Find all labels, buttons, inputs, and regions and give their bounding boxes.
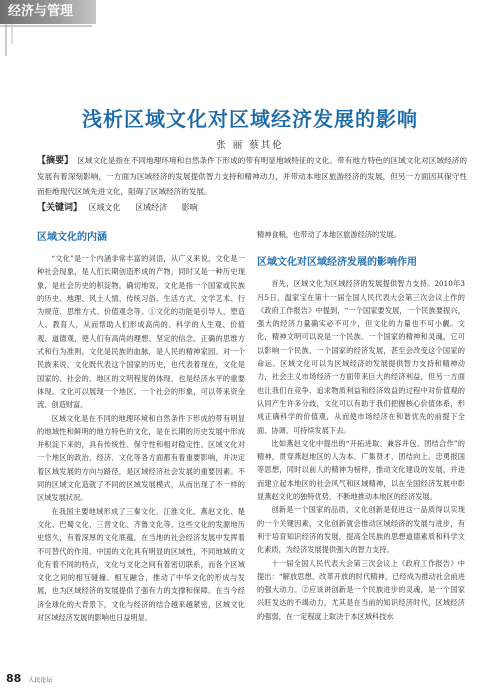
keyword: 区域文化 (88, 203, 121, 212)
keywords (37, 200, 210, 213)
section-heading: 区域文化的内涵 (37, 232, 107, 243)
keyword: 区域经济 (135, 203, 168, 212)
journal-name: 人民论坛 (28, 677, 53, 684)
page-number: 88 (6, 672, 22, 685)
section-tab (0, 0, 96, 24)
abstract-text: 区域文化是指在不同地理环境和自然条件下形成的带有明显地域特征的文化。带有地方特色的区域文化对区域经济的发展有着深刻影响，一方面为区域经济的发展提供智力支持和精神动力，并带动本地区旅游经济的发展，但另一方面因其保守性而拒绝现代区域先进文化，阻碍了区域经济的发展。 (37, 156, 467, 196)
article-authors: 张 丽 蔡其伦 (216, 140, 284, 151)
corner-decoration (0, 24, 120, 58)
body-paragraph: 比如燕赵文化中提出的“开拓进取、兼容并包、团结合作”的精神，贯穿燕赵地区的人为本、广集贤才、团结向上、忠勇报国等思想，同时以前人的精神为榜样，推动文化建设的发展，并进而建立起本地区的社会风气和区域精神，以在全国经济发展中彰显燕赵文化的独特优势，不断地推动本地区的经济发展。 (257, 438, 465, 502)
body-paragraph: 在我国主要地域形成了三秦文化、江淮文化、燕赵文化、楚文化、巴蜀文化、三晋文化、齐鲁文化等。这些文化的发源地历史悠久，有着深厚的文化底蕴，在当地的社会经济发展中发挥着不可替代的作用。中国的文化具有明显的区域性，不同地域的文化有着不同的特点，文化与文化之间有着密切联系，而各个区域文化之间的相互碰撞、相互融合，推动了中华文化的形成与发展，也为区域经济的发展提供了强有力的支撑和保障。在当今经济全球化的大背景下，文化与经济的结合越来越紧密，区域文化对区域经济发展的影响也日益明显。 (37, 506, 245, 623)
body-paragraph: 首先，区域文化为区域经济的发展提供智力支持。2010年3月5日，温家宝在第十一届全国人民代表大会第三次会议上作的《政府工作报告》中提到，“一个国家要发展，一个民族要振兴，强大的经济力量确实必不可少，但文化的力量也不可小觑。文化，精神文明可以说是一个民族、一个国家的精神和灵魂，它可以影响一个民族、一个国家的经济发展，甚至会改变这个国家的命运。区域文化可以为区域经济的发展提供智力支持和精神动力，社会主义市场经济一方面带来巨大的经济利益，但另一方面也让我们在竞争、追求物质利益和经济效益的过程中对价值观的认同产生许多分歧，文化可以有助于我们把握核心价值体系，形成正确科学的价值观，从而使市场经济在和谐优先的前提下全面、协调、可持续发展下去。 (257, 279, 465, 435)
abstract (37, 153, 467, 199)
body-paragraph: 十一届全国人民代表大会第三次会议上《政府工作报告》中提出：“解放思想、改革开放的时代精神，已经成为推动社会前进的强大动力。②应该讲创新是一个民族进步的灵魂，是一个国家兴旺发达的不竭动力，尤其是在当前的知识经济时代，区域经济的强弱，在一定程度上取决于本区域科技水 (257, 558, 465, 621)
body-paragraph: “文化”是一个内涵非常丰富的词语，从广义来说，文化是一种社会现象，是人们长期创造形成的产物，同时又是一种历史现象，是社会历史的积淀物。确切地说，文化是指一个国家或民族的历史、地理、风土人情、传统习俗、生活方式、文学艺术、行为规范、思维方式、价值观念等。①文化的功能是引导人、塑造人、教育人，从而帮助人们形成高尚的、科学的人生观、价值观、道德观，使人们有高尚的理想、坚定的信念、正确的思维方式和行为准则。文化是民族的血脉，是人民的精神家园。对一个民族来说，文化既代表这个国家的历史，也代表着现在，文化是国家的、社会的、地区的文明程度的体现，也是经济水平的重要体现。文化可以展现一个地区、一个社会的形象，可以带来资金流、创造财富。 (37, 254, 245, 410)
body-paragraph: 创新是一个国家的品质，文化创新是促进这一品质得以实现的一个关键因素，文化创新就会推动区域经济的发展与进步，有利于培育知识经济的发展，提高全民族的思想道德素质和科学文化素质，为经济发展提供强大的智力支持。 (257, 505, 465, 555)
keyword: 影响 (181, 203, 198, 212)
right-column (257, 228, 465, 623)
section-label: 经济与管理 (8, 4, 74, 19)
continued-paragraph: 精神食粮，也带动了本地区旅游经济的发展。 (257, 230, 401, 239)
keywords-label: 【关键词】 (37, 203, 83, 213)
left-column (37, 228, 245, 624)
abstract-label: 【摘要】 (37, 156, 74, 166)
article-title: 浅析区域文化对区域经济发展的影响 (82, 107, 418, 131)
section-heading: 区域文化对区域经济发展的影响作用 (257, 257, 417, 269)
page-footer (6, 667, 52, 686)
body-paragraph: 区域文化是在不同的地理环境和自然条件下形成的带有明显的地域性和鲜明的地方特色的文化，是在长期的历史发展中形成并积淀下来的，具有传统性、保守性和相对稳定性。区域文化对一个地区的政治、经济、文化等各方面都有着重要影响，并决定着区域发展的方向与路径，是区域经济社会发展的重要因素。不同的区域文化造就了不同的区域发展模式，从而出现了不一样的区域发展状况。 (37, 413, 245, 503)
